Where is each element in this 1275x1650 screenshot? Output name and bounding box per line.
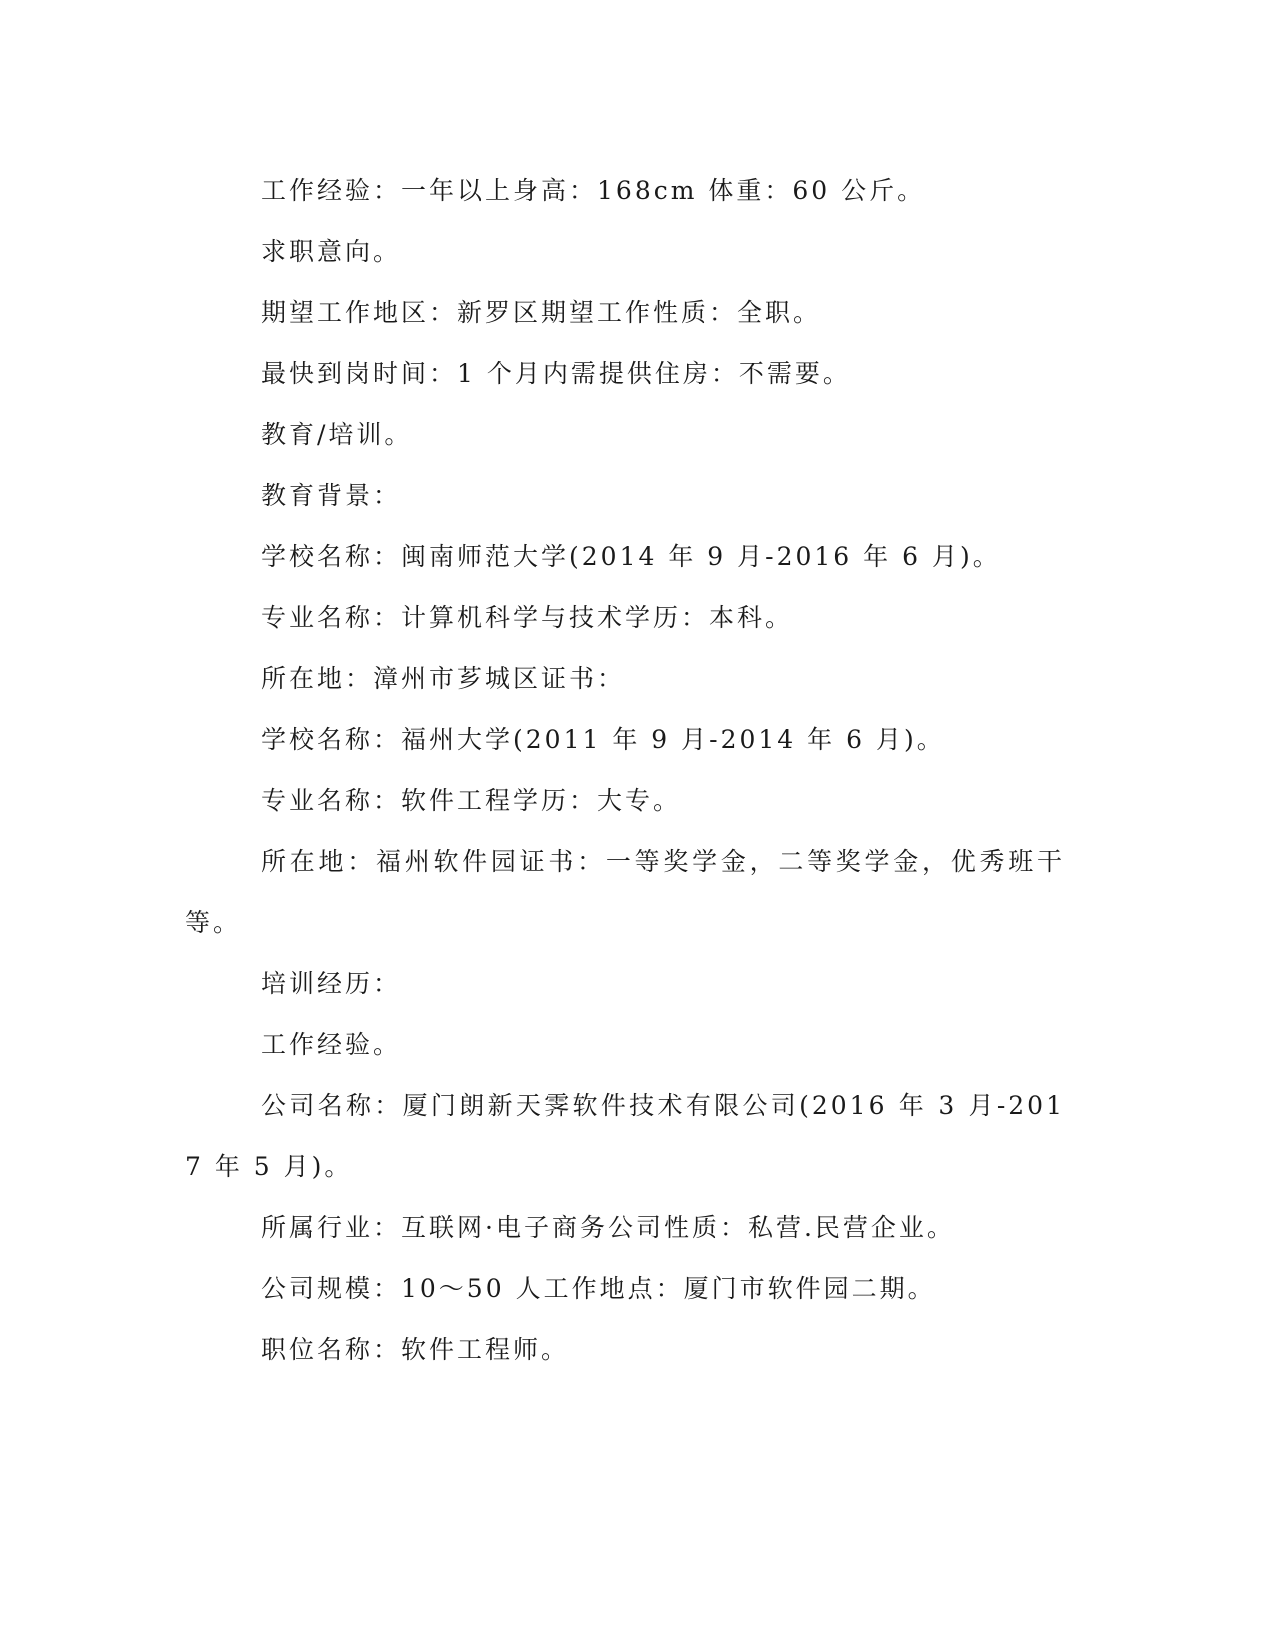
paragraph-education-training-heading: 教育/培训。 bbox=[261, 420, 413, 449]
paragraph-industry: 所属行业：互联网·电子商务公司性质：私营.民营企业。 bbox=[261, 1213, 955, 1242]
paragraph-position: 职位名称：软件工程师。 bbox=[261, 1335, 570, 1364]
paragraph-expected-location: 期望工作地区：新罗区期望工作性质：全职。 bbox=[261, 298, 822, 327]
paragraph-major-2: 专业名称：软件工程学历：大专。 bbox=[261, 786, 682, 815]
paragraph-school-1: 学校名称：闽南师范大学(2014 年 9 月-2016 年 6 月)。 bbox=[261, 542, 1001, 571]
paragraph-major-1: 专业名称：计算机科学与技术学历：本科。 bbox=[261, 603, 794, 632]
paragraph-work-experience-body: 工作经验：一年以上身高：168cm 体重：60 公斤。 bbox=[261, 176, 926, 205]
paragraph-company-size: 公司规模：10～50 人工作地点：厦门市软件园二期。 bbox=[261, 1274, 936, 1303]
paragraph-company-name: 公司名称：厦门朗新天霁软件技术有限公司(2016 年 3 月-2017 年 5 月)。 bbox=[185, 1091, 1065, 1181]
paragraph-start-time: 最快到岗时间：1 个月内需提供住房：不需要。 bbox=[261, 359, 851, 388]
paragraph-school-2: 学校名称：福州大学(2011 年 9 月-2014 年 6 月)。 bbox=[261, 725, 945, 754]
paragraph-location-2: 所在地：福州软件园证书：一等奖学金，二等奖学金，优秀班干等。 bbox=[185, 847, 1065, 937]
document-body bbox=[185, 160, 1065, 1380]
paragraph-work-experience-heading: 工作经验。 bbox=[261, 1030, 402, 1059]
paragraph-job-intention-heading: 求职意向。 bbox=[261, 237, 402, 266]
paragraph-education-background-heading: 教育背景： bbox=[261, 481, 402, 510]
paragraph-location-1: 所在地：漳州市芗城区证书： bbox=[261, 664, 626, 693]
paragraph-training-heading: 培训经历： bbox=[261, 969, 402, 998]
